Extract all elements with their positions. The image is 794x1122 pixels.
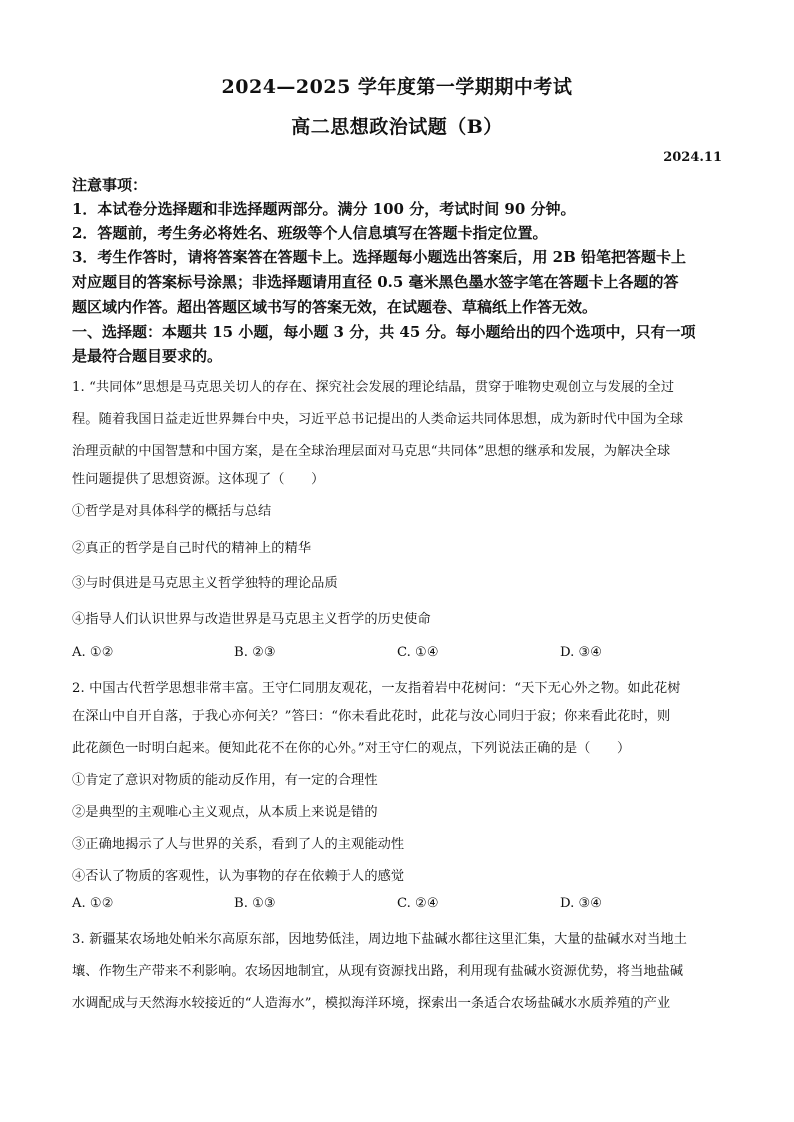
q2-statement-1: ①肯定了意识对物质的能动反作用，有一定的合理性	[72, 773, 378, 788]
q2-option-b: B. ①③	[234, 896, 276, 911]
q2-stem-line-1: 2. 中国古代哲学思想非常丰富。王守仁同朋友观花，一友指着岩中花树问：“天下无心外之物。如此花树	[72, 681, 681, 696]
q1-stem-line-4: 性问题提供了思想资源。这体现了（ ）	[72, 472, 325, 487]
q3-stem-line-2: 壤、作物生产带来不利影响。农场因地制宜，从现有资源找出路，利用现有盐碱水资源优势，将当地盐碱	[72, 964, 684, 979]
q2-stem-line-3: 此花颜色一时明白起来。便知此花不在你的心外。”对王守仁的观点，下列说法正确的是（ ）	[72, 741, 631, 756]
q3-stem-line-1: 3. 新疆某农场地处帕米尔高原东部，因地势低洼，周边地下盐碱水都往这里汇集，大量的盐碱水对当地土	[72, 932, 688, 947]
q2-statement-2: ②是典型的主观唯心主义观点，从本质上来说是错的	[72, 805, 378, 820]
notice-item-3-line-1: 3．考生作答时，请将答案答在答题卡上。选择题每小题选出答案后，用 2B 铅笔把答题卡上	[72, 248, 687, 266]
notice-heading: 注意事项：	[72, 176, 148, 194]
q1-stem-line-3: 治理贡献的中国智慧和中国方案，是在全球治理层面对马克思“共同体”思想的继承和发展，为解决全球	[72, 444, 671, 459]
q1-option-a: A. ①②	[72, 645, 114, 660]
q2-options	[72, 896, 724, 916]
section-heading-line-2: 是最符合题目要求的。	[72, 347, 223, 365]
notice-item-3-line-2: 对应题目的答案标号涂黑；非选择题请用直径 0.5 毫米黑色墨水签字笔在答题卡上各题的答	[72, 273, 679, 291]
q1-stem-line-2: 程。随着我国日益走近世界舞台中央，习近平总书记提出的人类命运共同体思想，成为新时代中国为全球	[72, 412, 684, 427]
notice-item-1: 1．本试卷分选择题和非选择题两部分。满分 100 分，考试时间 90 分钟。	[72, 200, 576, 218]
q1-statement-4: ④指导人们认识世界与改造世界是马克思主义哲学的历史使命	[72, 612, 431, 627]
q3-stem-line-3: 水调配成与天然海水较接近的“人造海水”，模拟海洋环境，探索出一条适合农场盐碱水水质养殖的产业	[72, 996, 671, 1011]
notice-item-3-line-3: 题区域内作答。超出答题区域书写的答案无效，在试题卷、草稿纸上作答无效。	[72, 298, 598, 316]
q2-stem-line-2: 在深山中自开自落，于我心亦何关？”答曰：“你未看此花时，此花与汝心同归于寂；你来看此花时，则	[72, 709, 671, 724]
exam-title: 2024—2025 学年度第一学期期中考试	[221, 76, 573, 98]
exam-date: 2024.11	[663, 150, 722, 165]
q1-option-b: B. ②③	[234, 645, 276, 660]
q1-statement-3: ③与时俱进是马克思主义哲学独特的理论品质	[72, 576, 338, 591]
q1-options	[72, 645, 724, 665]
notice-item-2: 2．答题前，考生务必将姓名、班级等个人信息填写在答题卡指定位置。	[72, 224, 548, 242]
q2-statement-4: ④否认了物质的客观性，认为事物的存在依赖于人的感觉	[72, 869, 405, 884]
q1-option-d: D. ③④	[560, 645, 603, 660]
q1-option-c: C. ①④	[397, 645, 439, 660]
q2-option-a: A. ①②	[72, 896, 114, 911]
q1-statement-1: ①哲学是对具体科学的概括与总结	[72, 504, 272, 519]
section-heading-line-1: 一、选择题：本题共 15 小题，每小题 3 分，共 45 分。每小题给出的四个选项中，只有一项	[72, 323, 696, 341]
exam-subtitle: 高二思想政治试题（B）	[291, 116, 503, 138]
q2-option-c: C. ②④	[397, 896, 439, 911]
q1-statement-2: ②真正的哲学是自己时代的精神上的精华	[72, 541, 312, 556]
q2-option-d: D. ③④	[560, 896, 603, 911]
q1-stem-line-1: 1. “共同体”思想是马克思关切人的存在、探究社会发展的理论结晶，贯穿于唯物史观创立与发展的全过	[72, 380, 675, 395]
q2-statement-3: ③正确地揭示了人与世界的关系，看到了人的主观能动性	[72, 837, 405, 852]
